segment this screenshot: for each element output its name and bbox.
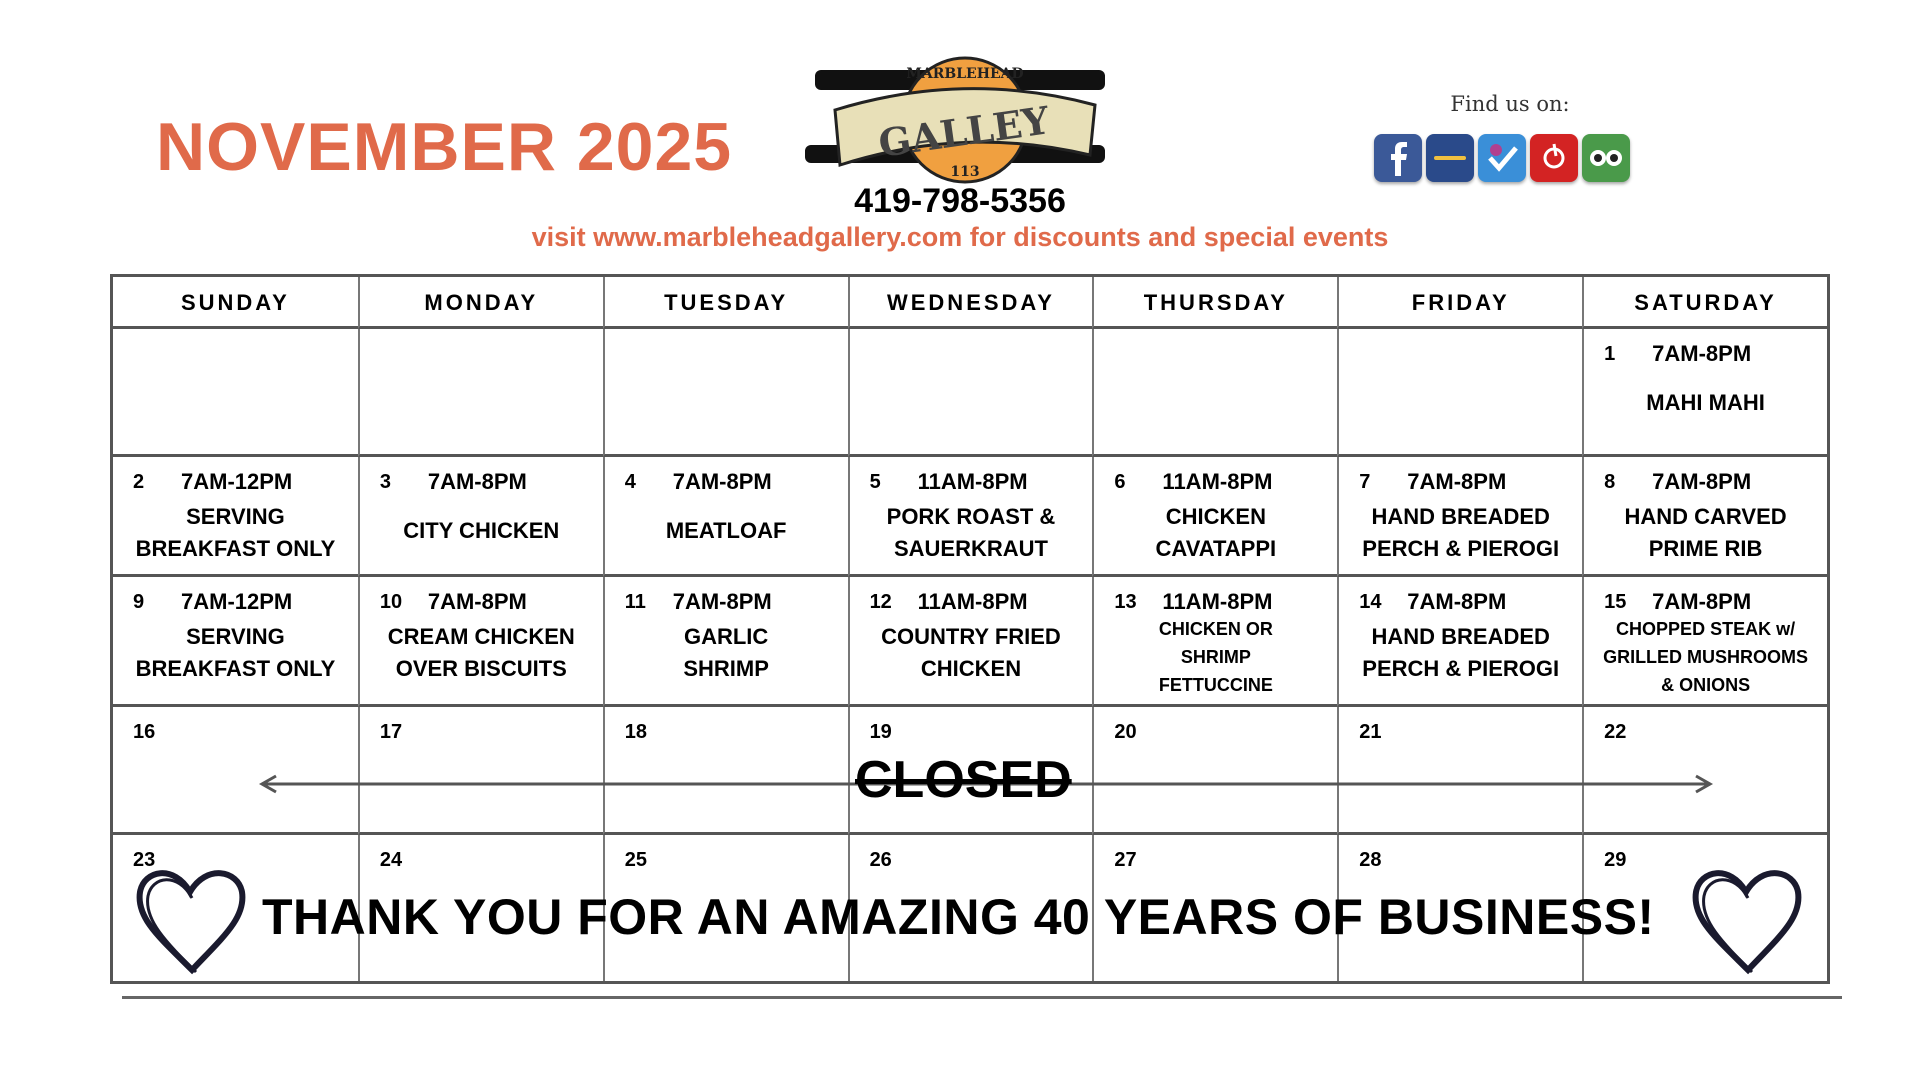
- hours-label: 7AM-8PM: [672, 589, 772, 614]
- day-number: 17: [379, 721, 403, 743]
- day-number: 12: [869, 591, 892, 613]
- day-number: 23: [133, 849, 156, 871]
- day-number: 14: [1359, 591, 1382, 613]
- hours-label: 11AM-8PM: [1162, 469, 1273, 494]
- hours-label: 7AM-8PM: [1652, 341, 1752, 366]
- day-number: 8: [1604, 471, 1616, 493]
- hours-label: 7AM-8PM: [672, 469, 772, 494]
- heart-icon: [130, 858, 256, 982]
- day-number: 4: [624, 471, 636, 493]
- day-number: 2: [133, 471, 145, 493]
- logo-top-text: MARBLEHEAD: [906, 66, 1024, 82]
- hours-label: 7AM-12PM: [181, 469, 293, 494]
- day-number: 15: [1604, 591, 1627, 613]
- daily-special: MAHI MAHI: [1646, 390, 1765, 415]
- day-number: 11: [624, 591, 646, 613]
- day-number: 13: [1114, 591, 1137, 613]
- hours-label: 7AM-12PM: [181, 589, 293, 614]
- header-monday: MONDAY: [358, 277, 603, 329]
- day-number: 24: [379, 849, 403, 871]
- day-number: 27: [1114, 849, 1137, 871]
- website-note: visit www.marbleheadgallery.com for discounts and special events: [531, 222, 1389, 252]
- hours-label: 7AM-8PM: [427, 469, 527, 494]
- hours-label: 11AM-8PM: [1162, 589, 1273, 614]
- day-number: 20: [1114, 721, 1137, 743]
- day-number: 9: [133, 591, 145, 613]
- day-number: 10: [379, 591, 403, 613]
- day-number: 22: [1604, 721, 1627, 743]
- hours-label: 7AM-8PM: [1652, 589, 1752, 614]
- daily-special: PORK ROAST & SAUERKRAUT: [886, 504, 1056, 561]
- thank-you-message: THANK YOU FOR AN AMAZING 40 YEARS OF BUSINESS!: [262, 889, 1655, 945]
- day-number: 21: [1359, 721, 1382, 743]
- month-title: NOVEMBER 2025: [156, 109, 733, 185]
- day-number: 25: [624, 849, 647, 871]
- day-number: 5: [869, 471, 881, 493]
- daily-special: HAND CARVED PRIME RIB: [1624, 504, 1787, 561]
- daily-special: MEATLOAF: [665, 518, 787, 543]
- header-wednesday: WEDNESDAY: [848, 277, 1093, 329]
- logo-number: 113: [950, 164, 980, 180]
- day-number: 18: [624, 721, 647, 743]
- hours-label: 7AM-8PM: [1407, 589, 1507, 614]
- daily-special: CITY CHICKEN: [403, 518, 560, 543]
- daily-special: GARLIC SHRIMP: [683, 624, 769, 681]
- heart-icon: [1686, 858, 1812, 982]
- day-number: 19: [869, 721, 892, 743]
- header-tuesday: TUESDAY: [603, 277, 848, 329]
- divider: [122, 996, 1842, 999]
- hours-label: 7AM-8PM: [1407, 469, 1507, 494]
- header-thursday: THURSDAY: [1092, 277, 1337, 329]
- day-number: 16: [133, 721, 156, 743]
- daily-special: COUNTRY FRIED CHICKEN: [881, 624, 1061, 681]
- logo-main-text: GALLEY: [875, 97, 1052, 166]
- daily-special: CHOPPED STEAK w/ GRILLED MUSHROOMS & ONIONS: [1603, 619, 1809, 695]
- daily-special: CHICKEN OR SHRIMP FETTUCCINE: [1158, 619, 1273, 695]
- hours-label: 7AM-8PM: [427, 589, 527, 614]
- closed-label: CLOSED: [855, 751, 1072, 809]
- header-friday: FRIDAY: [1337, 277, 1582, 329]
- daily-special: CREAM CHICKEN OVER BISCUITS: [387, 624, 575, 681]
- header-saturday: SATURDAY: [1582, 277, 1827, 329]
- phone-number: 419-798-5356: [854, 182, 1066, 220]
- hours-label: 11AM-8PM: [917, 589, 1028, 614]
- day-number: 3: [379, 471, 391, 493]
- daily-special: HAND BREADED PERCH & PIEROGI: [1362, 504, 1560, 561]
- day-number: 7: [1359, 471, 1371, 493]
- find-us-label: Find us on:: [1450, 92, 1570, 116]
- hours-label: 7AM-8PM: [1652, 469, 1752, 494]
- day-number: 6: [1114, 471, 1126, 493]
- day-number: 26: [869, 849, 892, 871]
- daily-special: SERVING BREAKFAST ONLY: [135, 504, 336, 561]
- day-number: 1: [1604, 343, 1616, 365]
- hours-label: 11AM-8PM: [917, 469, 1028, 494]
- daily-special: HAND BREADED PERCH & PIEROGI: [1362, 624, 1560, 681]
- header-sunday: SUNDAY: [113, 277, 358, 329]
- daily-special: CHICKEN CAVATAPPI: [1155, 504, 1277, 561]
- day-number: 29: [1604, 849, 1627, 871]
- day-number: 28: [1359, 849, 1382, 871]
- daily-special: SERVING BREAKFAST ONLY: [135, 624, 336, 681]
